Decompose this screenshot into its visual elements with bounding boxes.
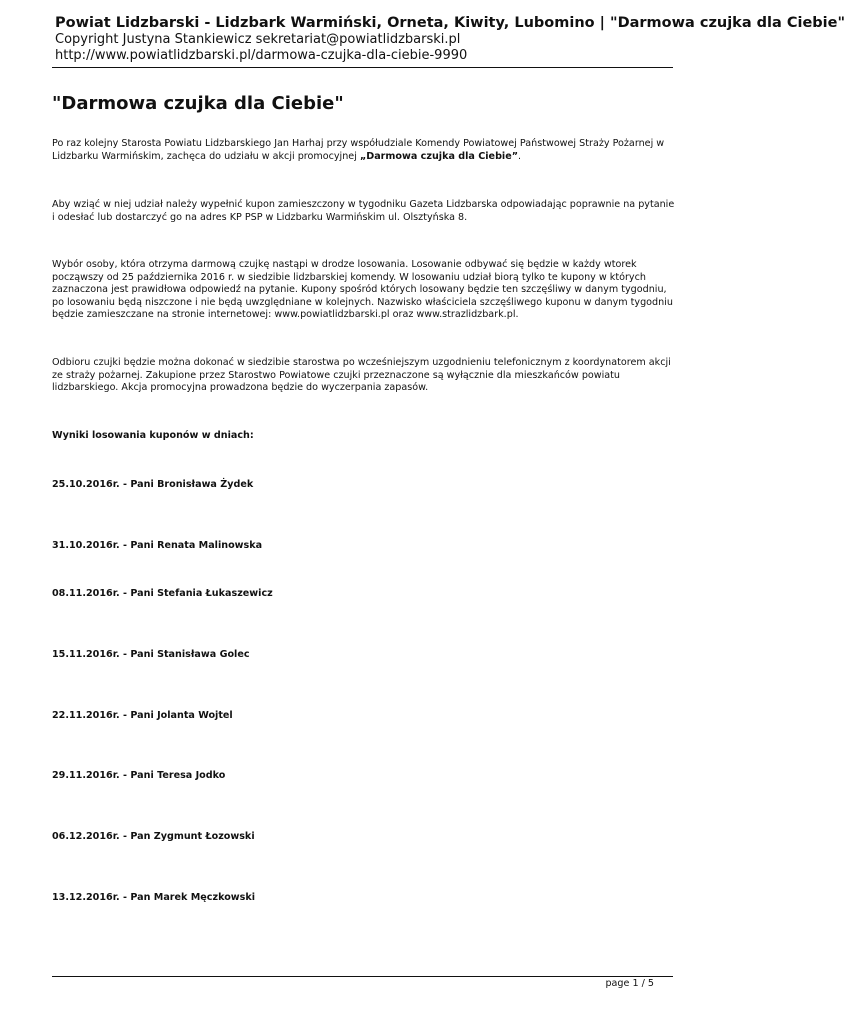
result-entry: 06.12.2016r. - Pan Zygmunt Łozowski	[52, 831, 255, 842]
result-entry: 15.11.2016r. - Pani Stanisława Golec	[52, 649, 250, 660]
result-entry: 25.10.2016r. - Pani Bronisława Żydek	[52, 479, 254, 490]
paragraph-draw-rules: Wybór osoby, która otrzyma darmową czujkę nastąpi w drodze losowania. Losowanie odbywać się będzie w każdy wtorek począwszy od 25 października 2016 r. w siedzibie lidzbarskiej komendy. W losowaniu udział biorą tylko te kupony w których zaznaczona jest prawidłowa odpowiedź na pytanie. Kupony spośród których losowany będzie ten szczęśliwy w danym tygodniu, po losowaniu będą niszczone i nie będą uwzględniane w kolejnych. Nazwisko właściciela szczęśliwego kuponu w danym tygodniu będzie zamieszczane na stronie internetowej: www.powiatlidzbarski.pl oraz www.strazlidzbark.pl.	[52, 259, 673, 320]
site-title: Powiat Lidzbarski - Lidzbark Warmiński, Orneta, Kiwity, Lubomino | "Darmowa czujka dla Ciebie"	[55, 15, 845, 31]
paragraph-intro	[52, 138, 677, 163]
document-header	[55, 14, 845, 64]
footer-divider	[52, 976, 673, 977]
header-divider	[52, 67, 673, 68]
result-entry: 29.11.2016r. - Pani Teresa Jodko	[52, 770, 226, 781]
page-number: page 1 / 5	[605, 978, 654, 989]
paragraph-how-to: Aby wziąć w niej udział należy wypełnić kupon zamieszczony w tygodniku Gazeta Lidzbarska odpowiadając poprawnie na pytanie i odesłać lub dostarczyć go na adres KP PSP w Lidzbarku Warmińskim ul. Olsztyńska 8.	[52, 199, 675, 223]
result-entry: 13.12.2016r. - Pan Marek Męczkowski	[52, 892, 256, 903]
intro-end: .	[518, 150, 522, 162]
result-entry: 22.11.2016r. - Pani Jolanta Wojtel	[52, 710, 233, 721]
source-url: http://www.powiatlidzbarski.pl/darmowa-czujka-dla-ciebie-9990	[55, 48, 468, 63]
article-title: "Darmowa czujka dla Ciebie"	[52, 93, 344, 114]
campaign-name: „Darmowa czujka dla Ciebie”	[359, 150, 519, 162]
results-heading: Wyniki losowania kuponów w dniach:	[52, 430, 254, 441]
result-entry: 08.11.2016r. - Pani Stefania Łukaszewicz	[52, 588, 273, 599]
paragraph-pickup: Odbioru czujki będzie można dokonać w siedzibie starostwa po wcześniejszym uzgodnieniu telefonicznym z koordynatorem akcji ze straży pożarnej. Zakupione przez Starostwo Powiatowe czujki przeznaczone są wyłącznie dla mieszkańców powiatu lidzbarskiego. Akcja promocyjna prowadzona będzie do wyczerpania zapasów.	[52, 357, 671, 393]
copyright-line: Copyright Justyna Stankiewicz sekretariat@powiatlidzbarski.pl	[55, 32, 461, 47]
intro-text: Po raz kolejny Starosta Powiatu Lidzbarskiego Jan Harhaj przy współudziale Komendy Powiatowej Państwowej Straży Pożarnej w Lidzbarku Warmińskim, zachęca do udziału w akcji promocyjnej	[52, 138, 665, 162]
result-entry: 31.10.2016r. - Pani Renata Malinowska	[52, 540, 263, 551]
